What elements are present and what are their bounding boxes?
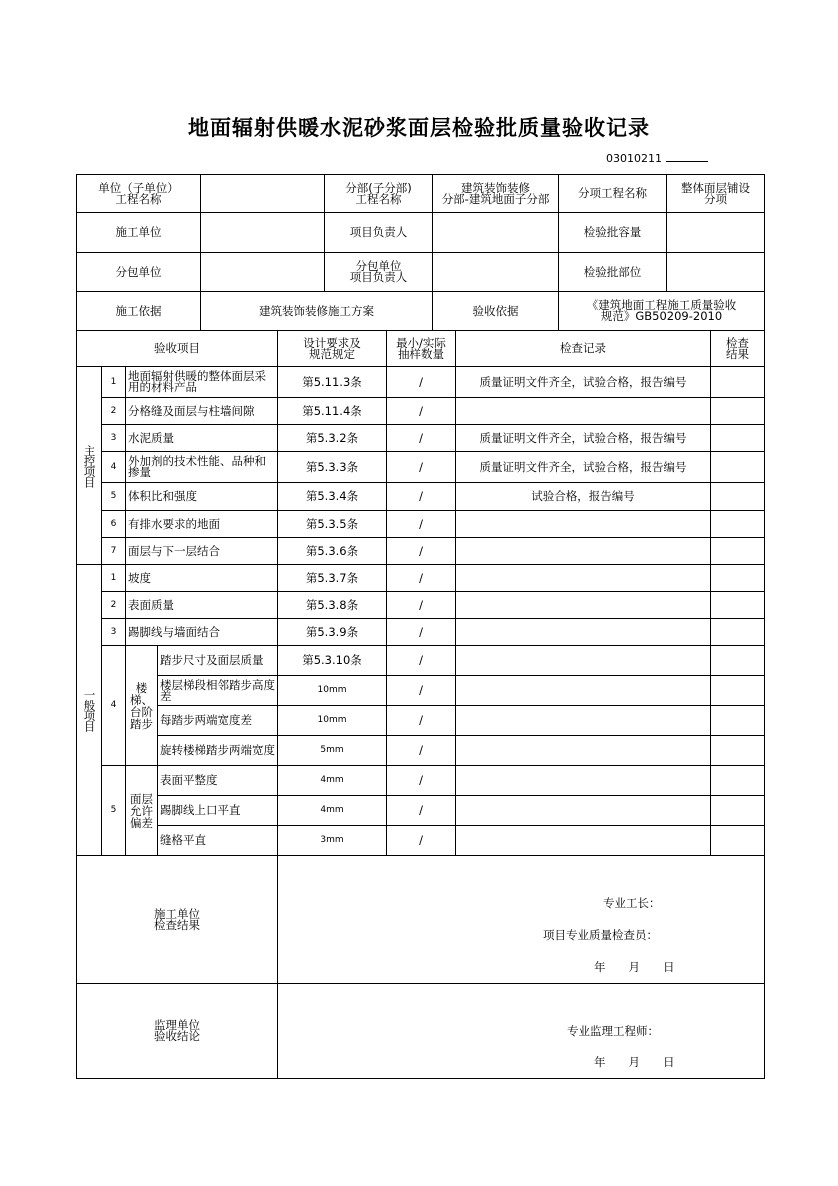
main-item-row: [77, 425, 765, 452]
page-title: 地面辐射供暖水泥砂浆面层检验批质量验收记录: [188, 115, 650, 140]
supervisor-signoff-row: [77, 984, 765, 1079]
item-record[interactable]: [456, 736, 711, 766]
item-name: 踢脚线与墙面结合: [126, 619, 278, 646]
item-sample[interactable]: /: [387, 766, 456, 796]
item-number: 7: [102, 538, 126, 565]
item-sample[interactable]: /: [387, 511, 456, 538]
inspection-record-table: [76, 174, 765, 1079]
item-number: 1: [102, 367, 126, 398]
item-record[interactable]: [456, 511, 711, 538]
division-value[interactable]: 建筑装饰装修 分部-建筑地面子分部: [433, 175, 559, 213]
general-subitem-row: [77, 826, 765, 856]
item-sample[interactable]: /: [387, 676, 456, 706]
item-result[interactable]: [711, 706, 765, 736]
date-label: 年 月 日: [594, 960, 675, 974]
item-record[interactable]: [456, 619, 711, 646]
contractor-check-label: 施工单位 检查结果: [77, 856, 278, 984]
form-code-number: 03010211: [606, 152, 662, 165]
item-name: 分格缝及面层与柱墙间隙: [126, 398, 278, 425]
item-number: 6: [102, 511, 126, 538]
item-spec: 4mm: [278, 796, 387, 826]
subitem-label: 分项工程名称: [559, 175, 667, 213]
item-sample[interactable]: /: [387, 565, 456, 592]
item-name: 旋转楼梯踏步两端宽度: [158, 736, 278, 766]
item-spec: 第5.3.7条: [278, 565, 387, 592]
item-record[interactable]: [456, 766, 711, 796]
item-record[interactable]: [456, 565, 711, 592]
item-spec: 4mm: [278, 766, 387, 796]
general-subitem-row: [77, 736, 765, 766]
general-item-row: [77, 592, 765, 619]
date-label: 年 月 日: [594, 1055, 675, 1069]
item-spec: 第5.3.3条: [278, 452, 387, 483]
main-item-row: [77, 367, 765, 398]
item-sample[interactable]: /: [387, 367, 456, 398]
item-record[interactable]: [456, 398, 711, 425]
item-number: 4: [102, 452, 126, 483]
unit-project-label: 单位（子单位） 工程名称: [77, 175, 201, 213]
item-record[interactable]: [456, 826, 711, 856]
column-item: 验收项目: [77, 331, 278, 367]
location-value[interactable]: [667, 253, 765, 292]
item-spec: 第5.3.9条: [278, 619, 387, 646]
item-name: 表面质量: [126, 592, 278, 619]
item-sample[interactable]: /: [387, 398, 456, 425]
item-spec: 3mm: [278, 826, 387, 856]
foreman-label: 专业工长：: [603, 896, 661, 910]
subgroup-label: 面层允许偏差: [126, 766, 158, 856]
sub-pm-value[interactable]: [433, 253, 559, 292]
item-sample[interactable]: /: [387, 826, 456, 856]
column-result: 检查 结果: [711, 331, 765, 367]
item-spec: 第5.3.6条: [278, 538, 387, 565]
division-label: 分部(子分部) 工程名称: [325, 175, 433, 213]
item-result[interactable]: [711, 565, 765, 592]
item-spec: 第5.11.4条: [278, 398, 387, 425]
pm-label: 项目负责人: [325, 213, 433, 253]
column-sample: 最小/实际 抽样数量: [387, 331, 456, 367]
item-sample[interactable]: /: [387, 483, 456, 511]
item-result[interactable]: [711, 766, 765, 796]
item-result[interactable]: [711, 425, 765, 452]
general-subitem-row: [77, 706, 765, 736]
item-sample[interactable]: /: [387, 619, 456, 646]
contractor-check-area[interactable]: [278, 856, 765, 984]
pm-value[interactable]: [433, 213, 559, 253]
item-number: 5: [102, 483, 126, 511]
general-subitem-row: [77, 766, 765, 796]
item-spec: 第5.11.3条: [278, 367, 387, 398]
main-item-row: [77, 538, 765, 565]
item-record[interactable]: [456, 646, 711, 676]
capacity-label: 检验批容量: [559, 213, 667, 253]
item-record[interactable]: [456, 796, 711, 826]
acceptance-basis-label: 验收依据: [433, 292, 559, 331]
item-name: 面层与下一层结合: [126, 538, 278, 565]
subcontractor-value[interactable]: [201, 253, 325, 292]
general-item-row: [77, 619, 765, 646]
item-result[interactable]: [711, 483, 765, 511]
item-name: 坡度: [126, 565, 278, 592]
item-sample[interactable]: /: [387, 706, 456, 736]
form-code: [606, 151, 708, 165]
basis-label: 施工依据: [77, 292, 201, 331]
capacity-value[interactable]: [667, 213, 765, 253]
engineer-label: 专业监理工程师：: [567, 1024, 659, 1038]
item-name: 表面平整度: [158, 766, 278, 796]
general-subitem-row: [77, 646, 765, 676]
supervisor-conclusion-area[interactable]: [278, 984, 765, 1079]
main-item-row: [77, 483, 765, 511]
item-result[interactable]: [711, 826, 765, 856]
general-subitem-row: [77, 796, 765, 826]
sub-pm-label: 分包单位 项目负责人: [325, 253, 433, 292]
item-sample[interactable]: /: [387, 592, 456, 619]
subitem-value[interactable]: 整体面层铺设 分项: [667, 175, 765, 213]
item-record[interactable]: 试验合格，报告编号: [456, 483, 711, 511]
location-label: 检验批部位: [559, 253, 667, 292]
item-result[interactable]: [711, 592, 765, 619]
general-item-row: [77, 565, 765, 592]
item-result[interactable]: [711, 398, 765, 425]
column-record: 检查记录: [456, 331, 711, 367]
contractor-signoff-row: [77, 856, 765, 984]
inspector-label: 项目专业质量检查员：: [543, 928, 658, 942]
item-result[interactable]: [711, 538, 765, 565]
item-result[interactable]: [711, 511, 765, 538]
subgroup-label: 楼梯、台阶踏步: [126, 646, 158, 766]
item-spec: 5mm: [278, 736, 387, 766]
item-name: 楼层梯段相邻踏步高度差: [158, 676, 278, 706]
item-name: 水泥质量: [126, 425, 278, 452]
item-number: 2: [102, 592, 126, 619]
item-result[interactable]: [711, 619, 765, 646]
item-spec: 第5.3.2条: [278, 425, 387, 452]
supervisor-conclusion-label: 监理单位 验收结论: [77, 984, 278, 1079]
item-record[interactable]: [456, 706, 711, 736]
item-spec: 第5.3.8条: [278, 592, 387, 619]
item-sample[interactable]: /: [387, 646, 456, 676]
item-result[interactable]: [711, 676, 765, 706]
item-result[interactable]: [711, 796, 765, 826]
item-result[interactable]: [711, 736, 765, 766]
item-name: 缝格平直: [158, 826, 278, 856]
item-spec: 第5.3.5条: [278, 511, 387, 538]
item-record[interactable]: [456, 676, 711, 706]
item-record[interactable]: 质量证明文件齐全，试验合格，报告编号: [456, 452, 711, 483]
main-item-row: [77, 511, 765, 538]
item-name: 踏步尺寸及面层质量: [158, 646, 278, 676]
item-sample[interactable]: /: [387, 425, 456, 452]
contractor-value[interactable]: [201, 213, 325, 253]
item-record[interactable]: 质量证明文件齐全，试验合格，报告编号: [456, 425, 711, 452]
item-result[interactable]: [711, 452, 765, 483]
form-code-blank: [666, 151, 708, 162]
item-number: 2: [102, 398, 126, 425]
unit-project-value[interactable]: [201, 175, 325, 213]
item-number: 5: [102, 766, 126, 856]
basis-value[interactable]: 建筑装饰装修施工方案: [201, 292, 433, 331]
item-spec: 10mm: [278, 676, 387, 706]
item-name: 踢脚线上口平直: [158, 796, 278, 826]
item-sample[interactable]: /: [387, 796, 456, 826]
general-group-label: 一般项目: [77, 565, 102, 856]
subcontractor-label: 分包单位: [77, 253, 201, 292]
item-sample[interactable]: /: [387, 538, 456, 565]
item-result[interactable]: [711, 646, 765, 676]
item-spec: 10mm: [278, 706, 387, 736]
item-number: 4: [102, 646, 126, 766]
item-spec: 第5.3.10条: [278, 646, 387, 676]
main-group-label: 主控项目: [77, 367, 102, 565]
main-item-row: [77, 452, 765, 483]
item-record[interactable]: [456, 592, 711, 619]
item-name: 每踏步两端宽度差: [158, 706, 278, 736]
item-name: 外加剂的技术性能、品种和掺量: [126, 452, 278, 483]
item-record[interactable]: 质量证明文件齐全，试验合格，报告编号: [456, 367, 711, 398]
item-number: 3: [102, 619, 126, 646]
item-name: 有排水要求的地面: [126, 511, 278, 538]
main-item-row: [77, 398, 765, 425]
item-sample[interactable]: /: [387, 452, 456, 483]
acceptance-basis-value[interactable]: 《建筑地面工程施工质量验收 规范》GB50209-2010: [559, 292, 765, 331]
item-name: 体积比和强度: [126, 483, 278, 511]
contractor-label: 施工单位: [77, 213, 201, 253]
item-spec: 第5.3.4条: [278, 483, 387, 511]
item-result[interactable]: [711, 367, 765, 398]
general-subitem-row: [77, 676, 765, 706]
column-spec: 设计要求及 规范规定: [278, 331, 387, 367]
item-number: 1: [102, 565, 126, 592]
item-number: 3: [102, 425, 126, 452]
item-name: 地面辐射供暖的整体面层采用的材料产品: [126, 367, 278, 398]
item-sample[interactable]: /: [387, 736, 456, 766]
item-record[interactable]: [456, 538, 711, 565]
